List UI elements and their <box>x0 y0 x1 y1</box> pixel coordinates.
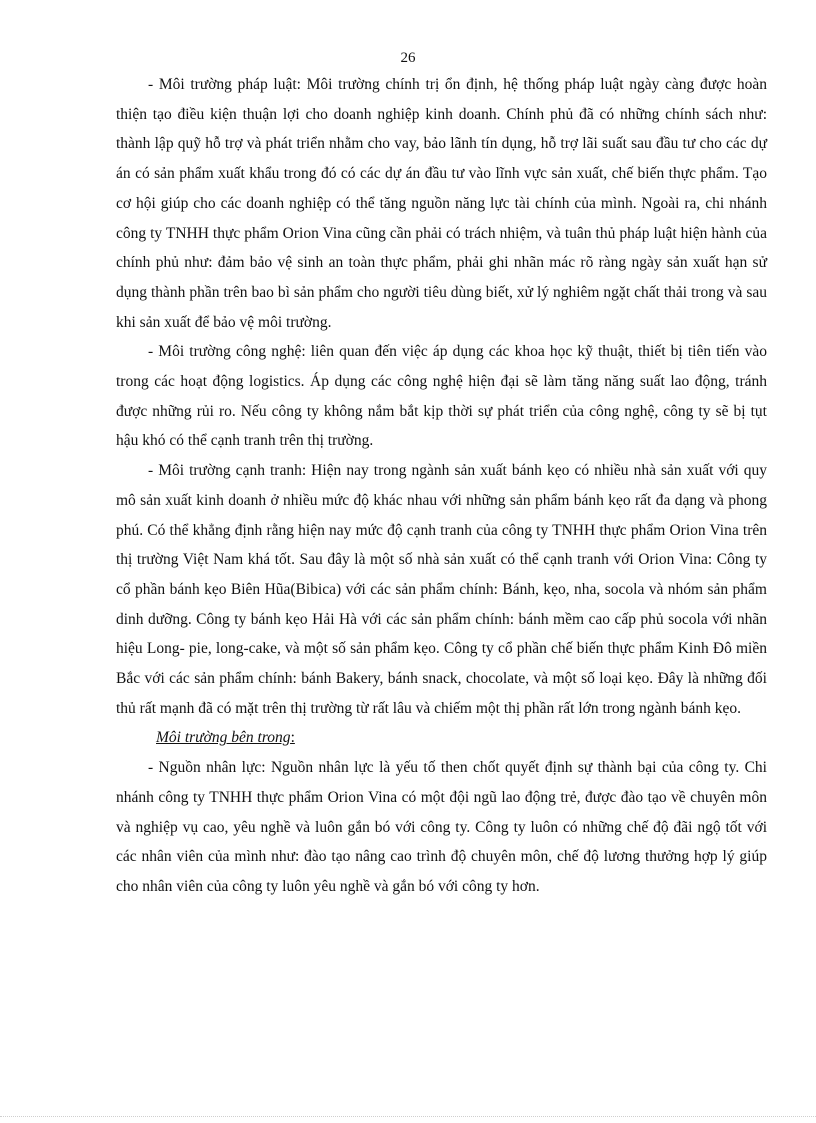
paragraph-technology-environment: - Môi trường công nghệ: liên quan đến việc áp dụng các khoa học kỹ thuật, thiết bị tiên tiến vào trong các hoạt động logistics. Áp dụng các công nghệ hiện đại sẽ làm tăng năng suất lao động, tránh được những rủi ro. Nếu công ty không nắm bắt kịp thời sự phát triển của công nghệ, công ty sẽ bị tụt hậu khó có thể cạnh tranh trên thị trường. <box>116 343 767 450</box>
paragraph-human-resources: - Nguồn nhân lực: Nguồn nhân lực là yếu tố then chốt quyết định sự thành bại của công ty. Chi nhánh công ty TNHH thực phẩm Orion Vina có một đội ngũ lao động trẻ, được đào tạo về chuyên môn và nghiệp vụ cao, yêu nghề và luôn gắn bó với công ty. Công ty luôn có những chế độ đãi ngộ tốt với các nhân viên của mình như: đào tạo nâng cao trình độ chuyên môn, chế độ lương thưởng hợp lý giúp cho nhân viên của công ty luôn yêu nghề và gắn bó với công ty hơn. <box>116 759 767 895</box>
section-heading-colon: : <box>290 729 295 747</box>
section-heading-internal-environment <box>116 723 767 753</box>
paragraph-competitive-environment: - Môi trường cạnh tranh: Hiện nay trong ngành sản xuất bánh kẹo có nhiều nhà sản xuất với quy mô sản xuất kinh doanh ở nhiều mức độ khác nhau với những sản phẩm bánh kẹo rất đa dạng và phong phú. Có thể khẳng định rằng hiện nay mức độ cạnh tranh của công ty TNHH thực phẩm Orion Vina trên thị trường Việt Nam khá tốt. Sau đây là một số nhà sản xuất có thể cạnh tranh với Orion Vina: Công ty cổ phần bánh kẹo Biên Hũa(Bibica) với các sản phẩm chính: Bánh, kẹo, nha, socola và nhóm sản phẩm dinh dưỡng. Công ty bánh kẹo Hải Hà với các sản phẩm chính: bánh mềm cao cấp phủ socola với nhãn hiệu Long- pie, long-cake, và một số sản phẩm kẹo. Công ty cổ phần chế biến thực phẩm Kinh Đô miền Bắc với các sản phẩm chính: bánh Bakery, bánh snack, chocolate, và một số loại kẹo. Đây là những đối thủ rất mạnh đã có mặt trên thị trường từ rất lâu và chiếm một thị phần rất lớn trong ngành bánh kẹo. <box>116 462 767 717</box>
page-number: 26 <box>400 50 416 66</box>
paragraph-legal-environment: - Môi trường pháp luật: Môi trường chính trị ổn định, hệ thống pháp luật ngày càng được hoàn thiện tạo điều kiện thuận lợi cho doanh nghiệp kinh doanh. Chính phủ đã có những chính sách như: thành lập quỹ hỗ trợ và phát triển nhằm cho vay, bảo lãnh tín dụng, hỗ trợ lãi suất sau đầu tư cho các dự án có sản phẩm xuất khẩu trong đó có các dự án đầu tư vào lĩnh vực sản xuất, chế biến thực phẩm. Tạo cơ hội giúp cho các doanh nghiệp có thể tăng nguồn năng lực tài chính của mình. Ngoài ra, chi nhánh công ty TNHH thực phẩm Orion Vina cũng cần phải có trách nhiệm, và tuân thủ pháp luật hiện hành của chính phủ như: đảm bảo vệ sinh an toàn thực phẩm, phải ghi nhãn mác rõ ràng ngày sản xuất hạn sử dụng thành phần trên bao bì sản phẩm cho người tiêu dùng biết, xử lý nghiêm ngặt chất thải trong và sau khi sản xuất để bảo vệ môi trường. <box>116 76 767 331</box>
section-heading-text: Môi trường bên trong <box>156 729 291 747</box>
page-bottom-divider <box>0 1116 816 1117</box>
document-body <box>116 70 767 902</box>
